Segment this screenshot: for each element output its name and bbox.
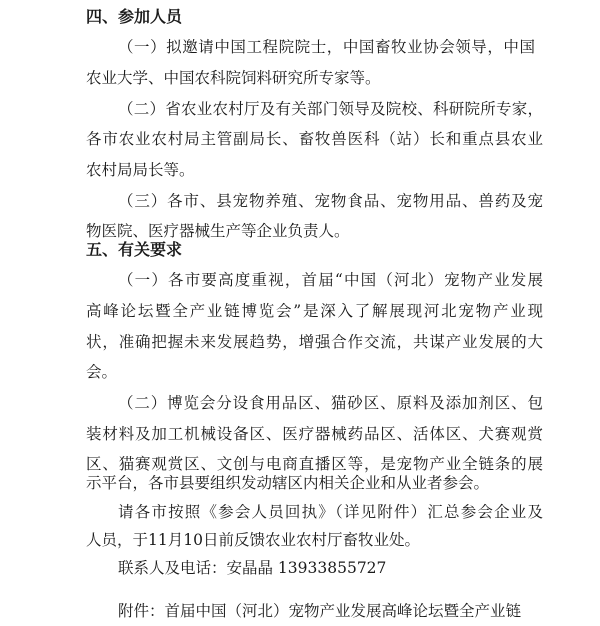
section-5-item-2-line-2: 装材料及加工机械设备区、医疗器械药品区、活体区、犬赛观赏 — [86, 425, 543, 443]
section-4-heading: 四、参加人员 — [86, 7, 183, 26]
section-4-item-2-line-2: 各市农业农村局主管副局长、畜牧兽医科（站）长和重点县农业 — [86, 130, 543, 148]
section-4-item-3-line-1: （三）各市、县宠物养殖、宠物食品、宠物用品、兽药及宠 — [118, 192, 543, 210]
section-5-item-2-line-3: 区、猫赛观赏区、文创与电商直播区等，是宠物产业全链条的展 — [86, 455, 543, 473]
section-5-item-2-line-1: （二）博览会分设食用品区、猫砂区、原料及添加剂区、包 — [118, 394, 543, 412]
notice-line-1: 请各市按照《参会人员回执》（详见附件）汇总参会企业及 — [118, 503, 543, 521]
section-5-heading: 五、有关要求 — [86, 240, 183, 259]
section-4-item-1-line-1: （一）拟邀请中国工程院院士，中国畜牧业协会领导，中国 — [118, 38, 535, 56]
section-5-item-2-line-4: 示平台，各市县要组织发动辖区内相关企业和从业者参会。 — [86, 474, 490, 492]
attachment-line: 附件：首届中国（河北）宠物产业发展高峰论坛暨全产业链 — [118, 602, 522, 620]
contact-line: 联系人及电话：安晶晶 13933855727 — [118, 559, 387, 577]
section-5-item-1-line-2: 高峰论坛暨全产业链博览会”是深入了解展现河北宠物产业现 — [86, 302, 543, 320]
notice-line-2: 人员，于11月10日前反馈农业农村厅畜牧业处。 — [86, 531, 420, 549]
section-4-item-2-line-3: 农村局局长等。 — [86, 161, 195, 179]
section-4-item-3-line-2: 物医院、医疗器械生产等企业负责人。 — [86, 222, 350, 240]
section-4-item-1-line-2: 农业大学、中国农科院饲料研究所专家等。 — [86, 69, 381, 87]
section-4-item-2-line-1: （二）省农业农村厅及有关部门领导及院校、科研院所专家， — [118, 100, 543, 118]
section-5-item-1-line-3: 状，准确把握未来发展趋势，增强合作交流，共谋产业发展的大 — [86, 333, 543, 351]
section-5-item-1-line-4: 会。 — [86, 363, 118, 381]
section-5-item-1-line-1: （一）各市要高度重视，首届“中国（河北）宠物产业发展 — [118, 271, 543, 289]
